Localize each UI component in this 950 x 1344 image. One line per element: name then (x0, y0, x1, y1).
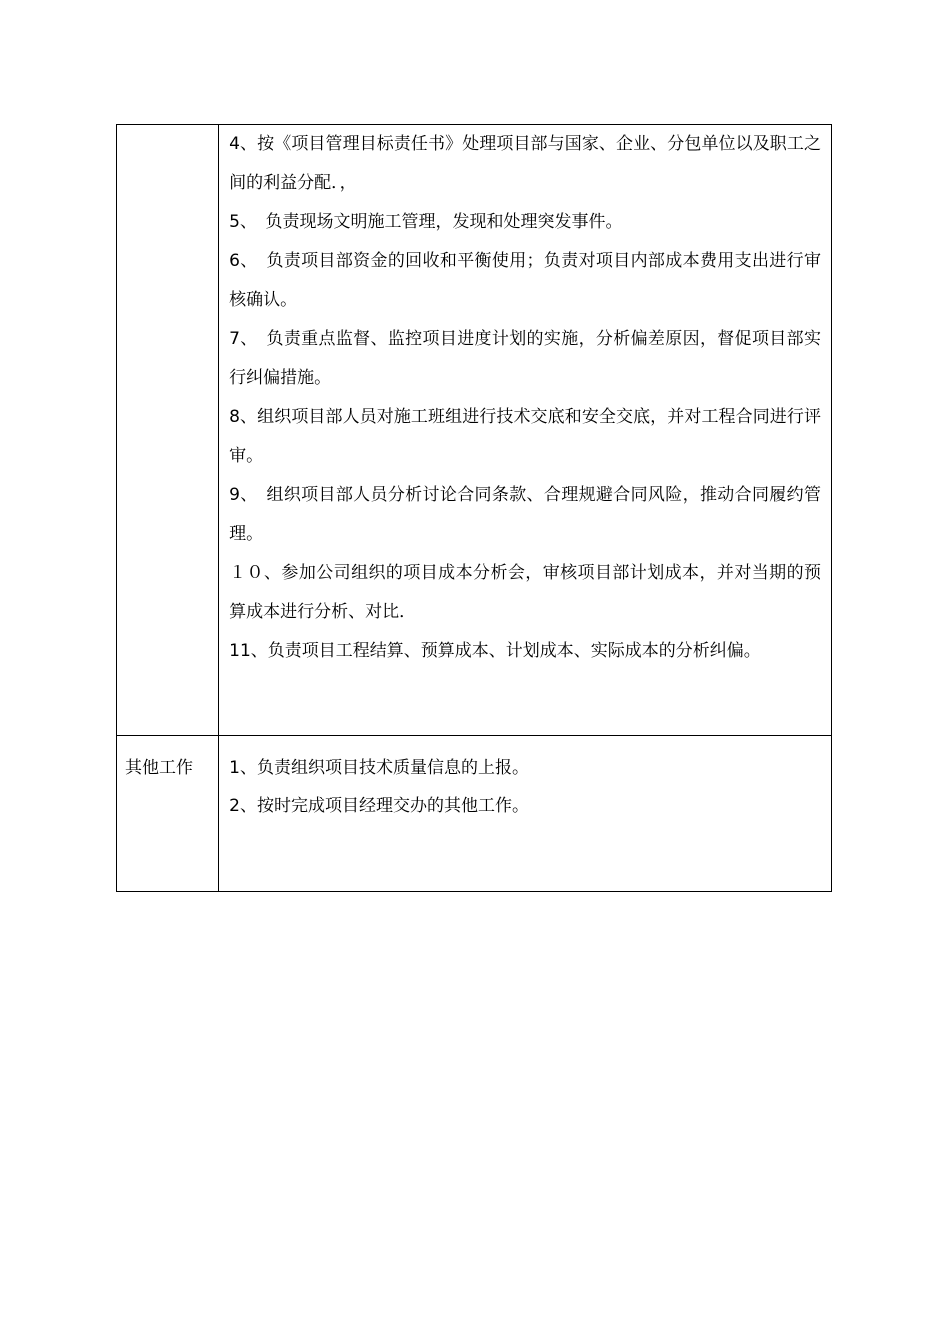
row-content (219, 125, 832, 736)
list-item: 8、组织项目部人员对施工班组进行技术交底和安全交底，并对工程合同进行评审。 (229, 407, 821, 466)
row-label: 其他工作 (117, 736, 219, 892)
list-item: 9、 组织项目部人员分析讨论合同条款、合理规避合同风险，推动合同履约管理。 (229, 485, 821, 544)
list-item: 4、按《项目管理目标责任书》处理项目部与国家、企业、分包单位以及职工之间的利益分配．， (229, 134, 821, 193)
list-item: 5、 负责现场文明施工管理，发现和处理突发事件。 (229, 212, 623, 232)
list-item: １０、参加公司组织的项目成本分析会，审核项目部计划成本，并对当期的预算成本进行分析、对比． (229, 563, 821, 622)
list-item: 1、负责组织项目技术质量信息的上报。 (229, 758, 529, 778)
table-row (117, 736, 832, 892)
table-row (117, 125, 832, 736)
row-content (219, 736, 832, 892)
list-item: 11、负责项目工程结算、预算成本、计划成本、实际成本的分析纠偏。 (229, 641, 761, 661)
responsibilities-table (116, 124, 832, 892)
list-item: 2、按时完成项目经理交办的其他工作。 (229, 796, 529, 816)
list-item: 7、 负责重点监督、监控项目进度计划的实施，分析偏差原因，督促项目部实行纠偏措施。 (229, 329, 821, 388)
row-label (117, 125, 219, 736)
list-item: 6、 负责项目部资金的回收和平衡使用；负责对项目内部成本费用支出进行审核确认。 (229, 251, 821, 310)
